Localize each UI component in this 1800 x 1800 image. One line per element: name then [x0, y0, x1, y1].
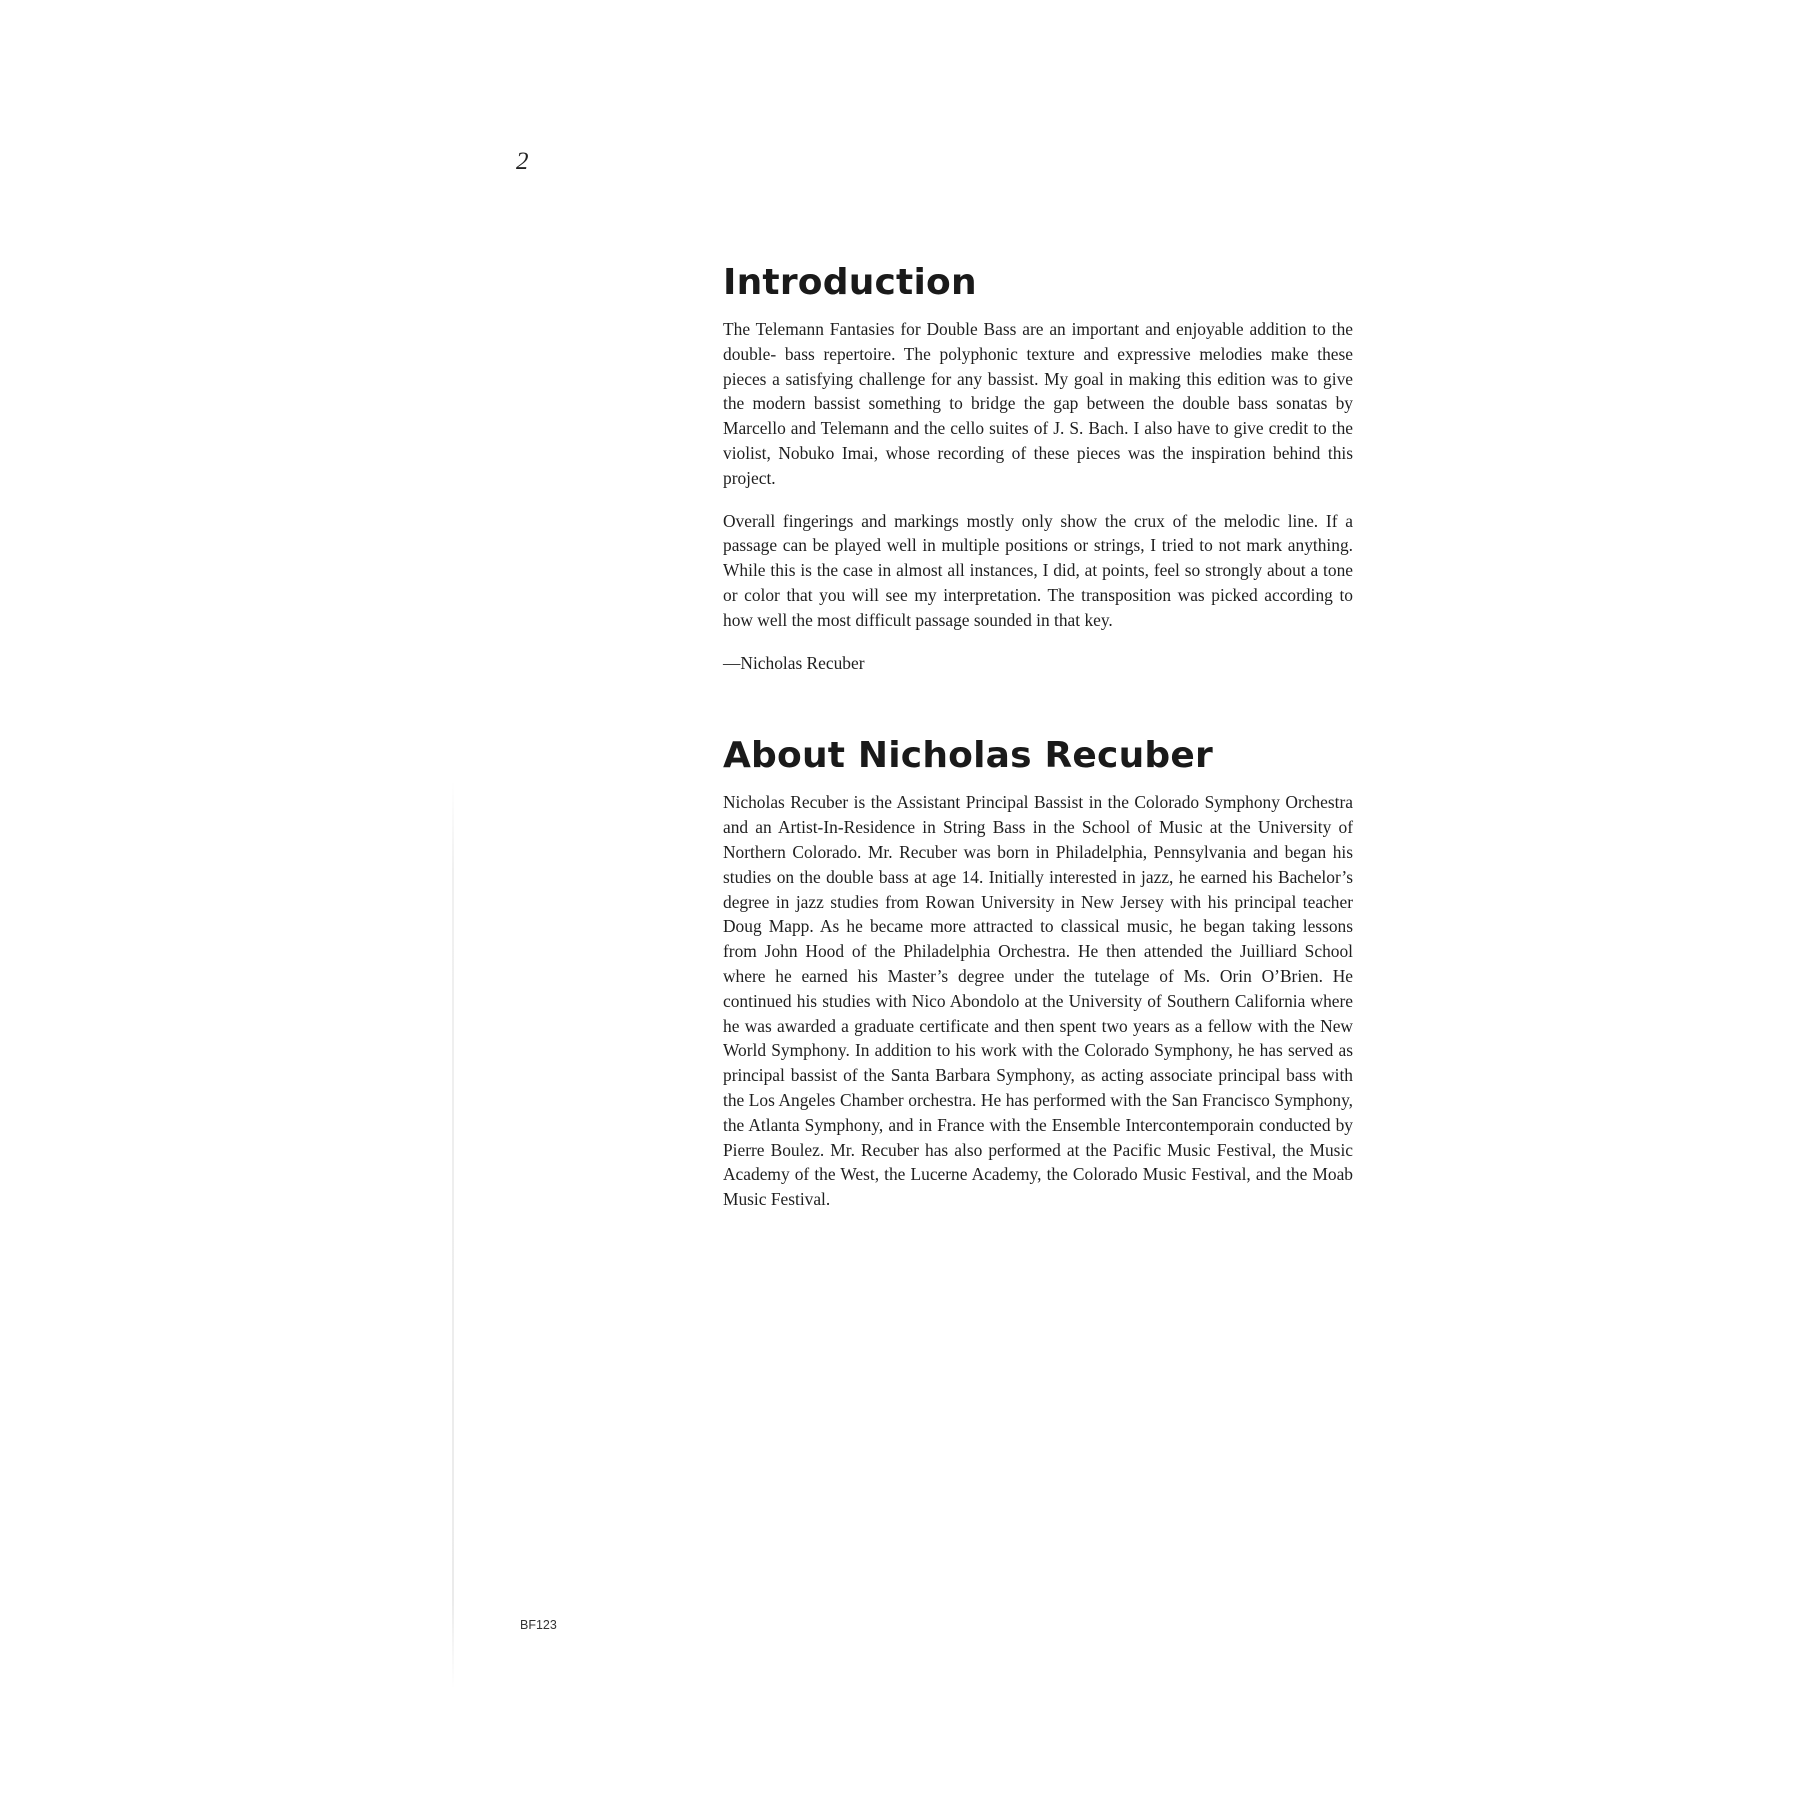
about-section — [723, 735, 1353, 1212]
introduction-paragraph-1: The Telemann Fantasies for Double Bass are an important and enjoyable addition to the double- bass repertoire. The polyphonic texture and expressive melodies make these pieces a satisfying challenge for any bassist. My goal in making this edition was to give the modern bassist something to bridge the gap between the double bass sonatas by Marcello and Telemann and the cello suites of J. S. Bach. I also have to give credit to the violist, Nobuko Imai, whose recording of these pieces was the inspiration behind this project. — [723, 319, 1353, 488]
page-edge-shadow — [452, 780, 454, 1690]
about-paragraph: Nicholas Recuber is the Assistant Principal Bassist in the Colorado Symphony Orchestra and an Artist-In-Residence in String Bass in the School of Music at the University of Northern Colorado. Mr. Recuber was born in Philadelphia, Pennsylvania and began his studies on the double bass at age 14. Initially interested in jazz, he earned his Bachelor’s degree in jazz studies from Rowan University in New Jersey with his principal teacher Doug Mapp. As he became more attracted to classical music, he began taking lessons from John Hood of the Philadelphia Orchestra. He then attended the Juilliard School where he earned his Master’s degree under the tutelage of Ms. Orin O’Brien. He continued his studies with Nico Abondolo at the University of Southern California where he was awarded a graduate certificate and then spent two years as a fellow with the New World Symphony. In addition to his work with the Colorado Symphony, he has served as principal bassist of the Santa Barbara Symphony, as acting associate principal bass with the Los Angeles Chamber orchestra. He has performed with the San Francisco Symphony, the Atlanta Symphony, and in France with the Ensemble Intercontemporain conducted by Pierre Boulez. Mr. Recuber has also performed at the Pacific Music Festival, the Music Academy of the West, the Lucerne Academy, the Colorado Music Festival, and the Moab Music Festival. — [723, 792, 1353, 1210]
introduction-section — [723, 262, 1353, 675]
footer-catalog-code: BF123 — [520, 1618, 557, 1632]
introduction-paragraph-2: Overall fingerings and markings mostly only show the crux of the melodic line. If a passage can be played well in multiple positions or strings, I tried to not mark anything. While this is the case in almost all instances, I did, at points, feel so strongly about a tone or color that you will see my interpretation. The transposition was picked according to how well the most difficult passage sounded in that key. — [723, 510, 1353, 630]
main-content — [723, 262, 1353, 1230]
about-heading: About Nicholas Recuber — [723, 735, 1213, 777]
introduction-signature: —Nicholas Recuber — [723, 652, 865, 673]
introduction-heading: Introduction — [723, 262, 977, 303]
page-number: 2 — [516, 148, 529, 175]
